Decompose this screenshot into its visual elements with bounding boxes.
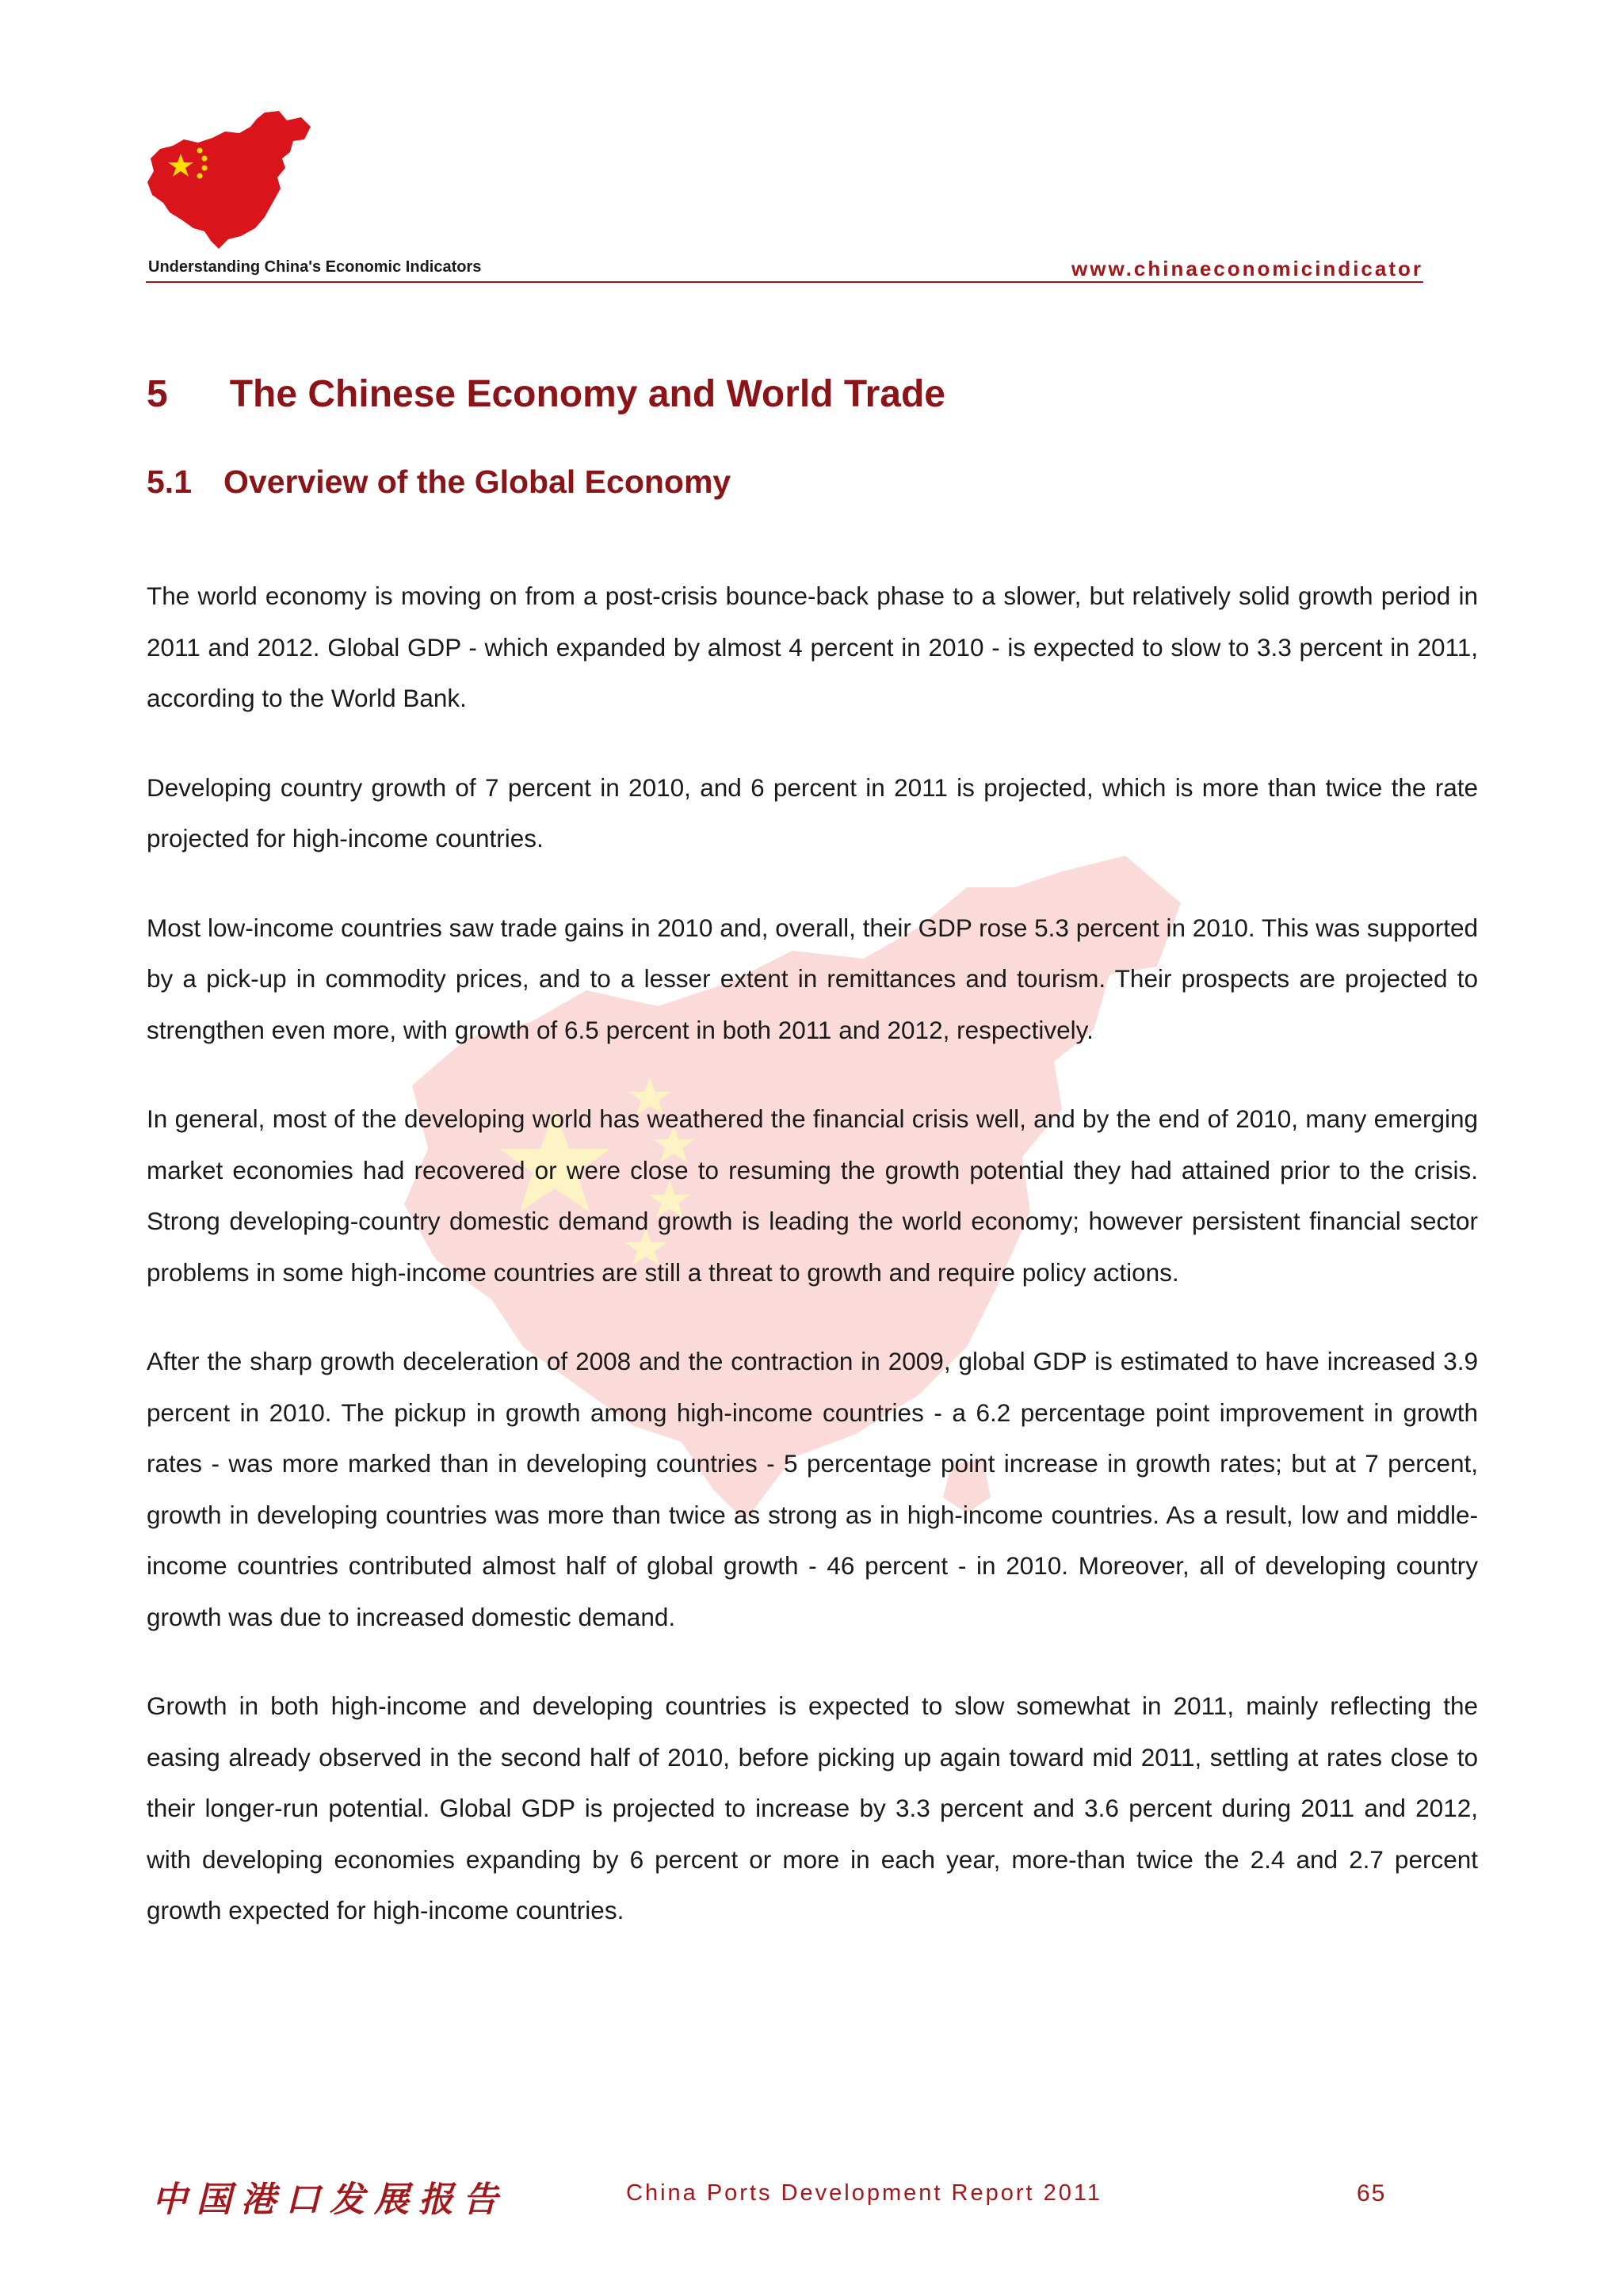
- header-publication-label: Understanding China's Economic Indicators: [148, 258, 482, 276]
- header-divider: [146, 281, 1423, 283]
- section-number: 5: [147, 373, 168, 415]
- paragraph: Growth in both high-income and developing countries is expected to slow somewhat in 2011, mainly reflecting the easing already observed in the second half of 2010, before picking up again toward mid 2011, settling at rates close to their longer-run potential. Global GDP is projected to increase by 3.3 percent and 3.6 percent during 2011 and 2012, with developing economies expanding by 6 percent or more in each year, more-than twice the 2.4 and 2.7 percent growth expected for high-income countries.: [147, 1691, 1478, 1924]
- paragraph: After the sharp growth deceleration of 2008 and the contraction in 2009, global GDP is estimated to have increased 3.9 percent in 2010. The pickup in growth among high-income countries - a 6.2 percentage point improvement in growth rates - was more marked than in developing countries - 5 percentage point increase in growth rates; but at 7 percent, growth in developing countries was more than twice as strong as in high-income countries. As a result, low and middle-income countries contributed almost half of global growth - 46 percent - in 2010. Moreover, all of developing country growth was due to increased domestic demand.: [147, 1347, 1478, 1631]
- paragraph: The world economy is moving on from a post-crisis bounce-back phase to a slower, but relatively solid growth period in 2011 and 2012. Global GDP - which expanded by almost 4 percent in 2010 - is expected to slow to 3.3 percent in 2011, according to the World Bank.: [147, 582, 1478, 712]
- paragraph: Developing country growth of 7 percent in 2010, and 6 percent in 2011 is projected, which is more than twice the rate projected for high-income countries.: [147, 772, 1478, 852]
- section-heading: [147, 372, 945, 416]
- subsection-title: Overview of the Global Economy: [223, 463, 731, 500]
- footer-chinese-title: 中国港口发展报告: [152, 2180, 507, 2220]
- paragraph: In general, most of the developing world has weathered the financial crisis well, and by the end of 2010, many emerging market economies had recovered or were close to resuming the growth potential they had attained prior to the crisis. Strong developing-country domestic demand growth is leading the world economy; however persistent financial sector problems in some high-income countries are still a threat to growth and require policy actions.: [147, 1104, 1478, 1287]
- subsection-heading: [147, 463, 731, 501]
- footer-report-title: China Ports Development Report 2011: [626, 2180, 1102, 2206]
- subsection-number: 5.1: [147, 463, 192, 500]
- paragraph: Most low-income countries saw trade gains in 2010 and, overall, their GDP rose 5.3 percent in 2010. This was supported by a pick-up in commodity prices, and to a lesser extent in remittances and tourism. Their prospects are projected to strengthen even more, with growth of 6.5 percent in both 2011 and 2012, respectively.: [147, 913, 1478, 1044]
- section-title: The Chinese Economy and World Trade: [229, 373, 945, 415]
- china-map-logo-icon: [146, 109, 312, 249]
- page-number: 65: [1357, 2180, 1387, 2206]
- body-text: [147, 570, 1478, 1974]
- header-website-link[interactable]: www.chinaeconomicindicator: [1071, 257, 1423, 280]
